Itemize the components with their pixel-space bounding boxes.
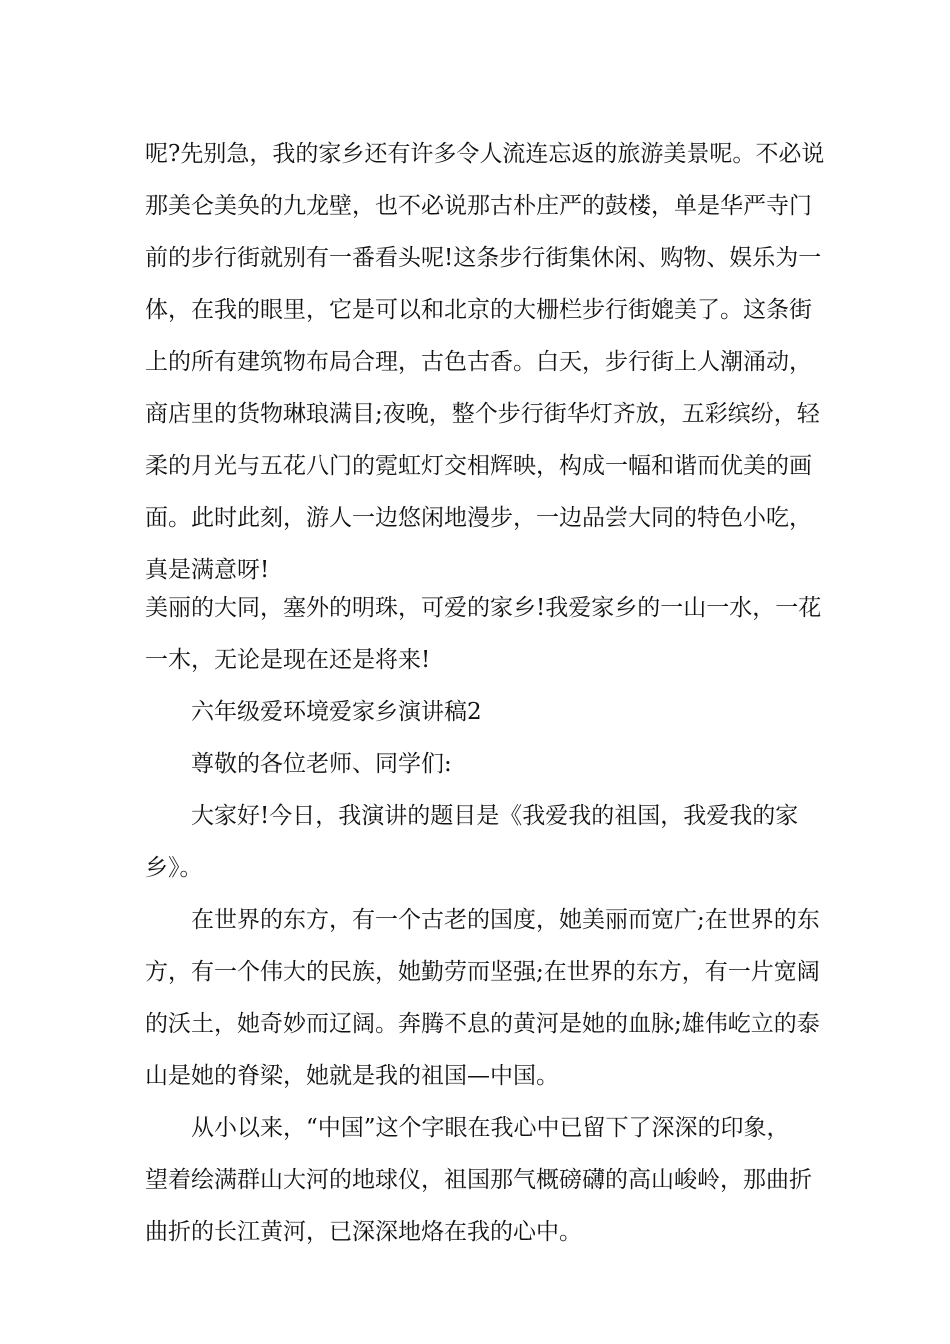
text-line: 大家好!今日，我演讲的题目是《我爱我的祖国，我爱我的家 [191, 803, 799, 829]
text-line: 商店里的货物琳琅满目;夜晚，整个步行街华灯齐放，五彩缤纷，轻 [145, 401, 820, 427]
text-line: 望着绘满群山大河的地球仪，祖国那气概磅礴的高山峻岭，那曲折 [145, 1167, 812, 1193]
text-line: 方，有一个伟大的民族，她勤劳而坚强;在世界的东方，有一片宽阔 [145, 959, 820, 985]
text-line: 真是满意呀! [145, 557, 270, 583]
text-line: 体，在我的眼里，它是可以和北京的大栅栏步行街媲美了。这条街 [145, 297, 812, 323]
text-line: 在世界的东方，有一个古老的国度，她美丽而宽广;在世界的东 [191, 907, 820, 933]
text-line: 美丽的大同，塞外的明珠，可爱的家乡!我爱家乡的一山一水，一花 [145, 595, 822, 621]
text-line: 面。此时此刻，游人一边悠闲地漫步，一边品尝大同的特色小吃， [145, 505, 812, 531]
text-line: 一木，无论是现在还是将来! [145, 647, 431, 673]
text-line: 那美仑美奂的九龙壁，也不必说那古朴庄严的鼓楼，单是华严寺门 [145, 193, 812, 219]
section-heading: 六年级爱环境爱家乡演讲稿2 [191, 699, 482, 725]
text-line: 曲折的长江黄河，已深深地烙在我的心中。 [145, 1219, 582, 1245]
text-line: 上的所有建筑物布局合理，古色古香。白天，步行街上人潮涌动， [145, 349, 812, 375]
text-line: 乡》。 [145, 855, 203, 881]
text-line: 柔的月光与五花八门的霓虹灯交相辉映，构成一幅和谐而优美的画 [145, 453, 812, 479]
text-line: 山是她的脊梁，她就是我的祖国—中国。 [145, 1063, 559, 1089]
salutation: 尊敬的各位老师、同学们: [191, 751, 452, 777]
text-line: 前的步行街就别有一番看头呢!这条步行街集休闲、购物、娱乐为一 [145, 245, 822, 271]
text-line: 的沃土，她奇妙而辽阔。奔腾不息的黄河是她的血脉;雄伟屹立的泰 [145, 1011, 820, 1037]
text-line: 从小以来，“中国”这个字眼在我心中已留下了深深的印象， [191, 1115, 790, 1141]
text-line: 呢?先别急，我的家乡还有许多令人流连忘返的旅游美景呢。不必说 [145, 141, 825, 167]
